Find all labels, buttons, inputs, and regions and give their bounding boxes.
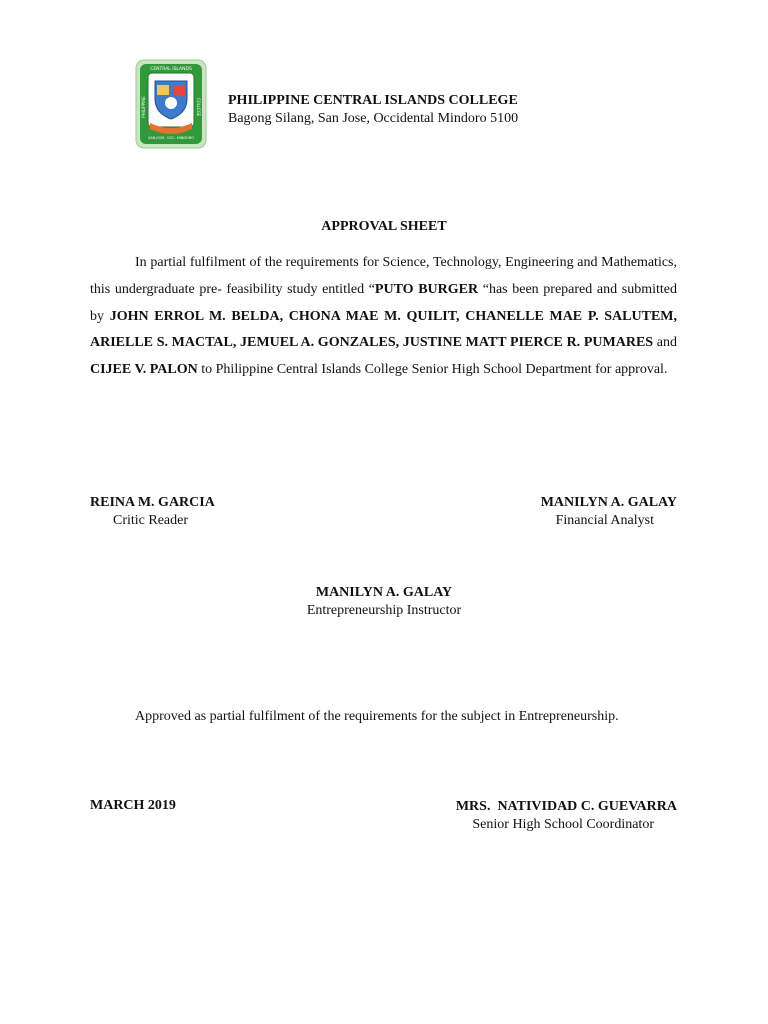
svg-text:CENTRAL ISLANDS: CENTRAL ISLANDS (150, 67, 192, 72)
coordinator-name: MRS. NATIVIDAD C. GUEVARRA (455, 799, 677, 814)
svg-text:SAN JOSE, OCC. MINDORO: SAN JOSE, OCC. MINDORO (147, 136, 195, 140)
body-part-1: In partial fulfilment of the requirements for Science, Technology, Engineering and Mathematics, this undergraduate pre- feasibility study entitled “ (90, 255, 677, 297)
analyst-role: Financial Analyst (555, 513, 654, 528)
analyst-name: MANILYN A. GALAY (540, 495, 677, 510)
document-title: APPROVAL SHEET (321, 219, 447, 234)
instructor-role: Entrepreneurship Instructor (306, 603, 462, 618)
last-author-name: CIJEE V. PALON (90, 362, 198, 378)
critic-signature-block (90, 494, 215, 530)
body-conjunction: and (653, 335, 677, 351)
author-names: JOHN ERROL M. BELDA, CHONA MAE M. QUILIT, CHANELLE MAE P. SALUTEM, ARIELLE S. MACTAL, JEMUEL A. GONZALES, JUSTINE MATT PIERCE R. PUMARES (90, 308, 677, 351)
body-part-3: to Philippine Central Islands College Senior High School Department for approval. (197, 362, 668, 378)
college-address: Bagong Silang, San Jose, Occidental Mindoro 5100 (228, 111, 519, 126)
college-name: PHILIPPINE CENTRAL ISLANDS COLLEGE (228, 93, 518, 108)
approval-statement: Approved as partial fulfilment of the requirements for the subject in Entrepreneurship. (135, 709, 619, 724)
coordinator-signature-block (430, 798, 677, 834)
svg-text:COLLEGE: COLLEGE (196, 97, 201, 117)
instructor-name: MANILYN A. GALAY (315, 585, 453, 600)
analyst-signature-block (500, 494, 677, 530)
document-date: MARCH 2019 (90, 798, 176, 813)
svg-text:PHILIPPINE: PHILIPPINE (141, 96, 146, 118)
approval-paragraph (90, 250, 677, 384)
instructor-signature-block (0, 584, 768, 620)
college-seal-icon (135, 59, 207, 149)
study-title: PUTO BURGER (374, 281, 479, 297)
critic-role: Critic Reader (113, 513, 189, 528)
body-part-2: “has been prepared and submitted by (90, 281, 677, 324)
coordinator-role: Senior High School Coordinator (472, 817, 654, 832)
critic-name: REINA M. GARCIA (90, 495, 215, 510)
college-logo (135, 59, 207, 149)
